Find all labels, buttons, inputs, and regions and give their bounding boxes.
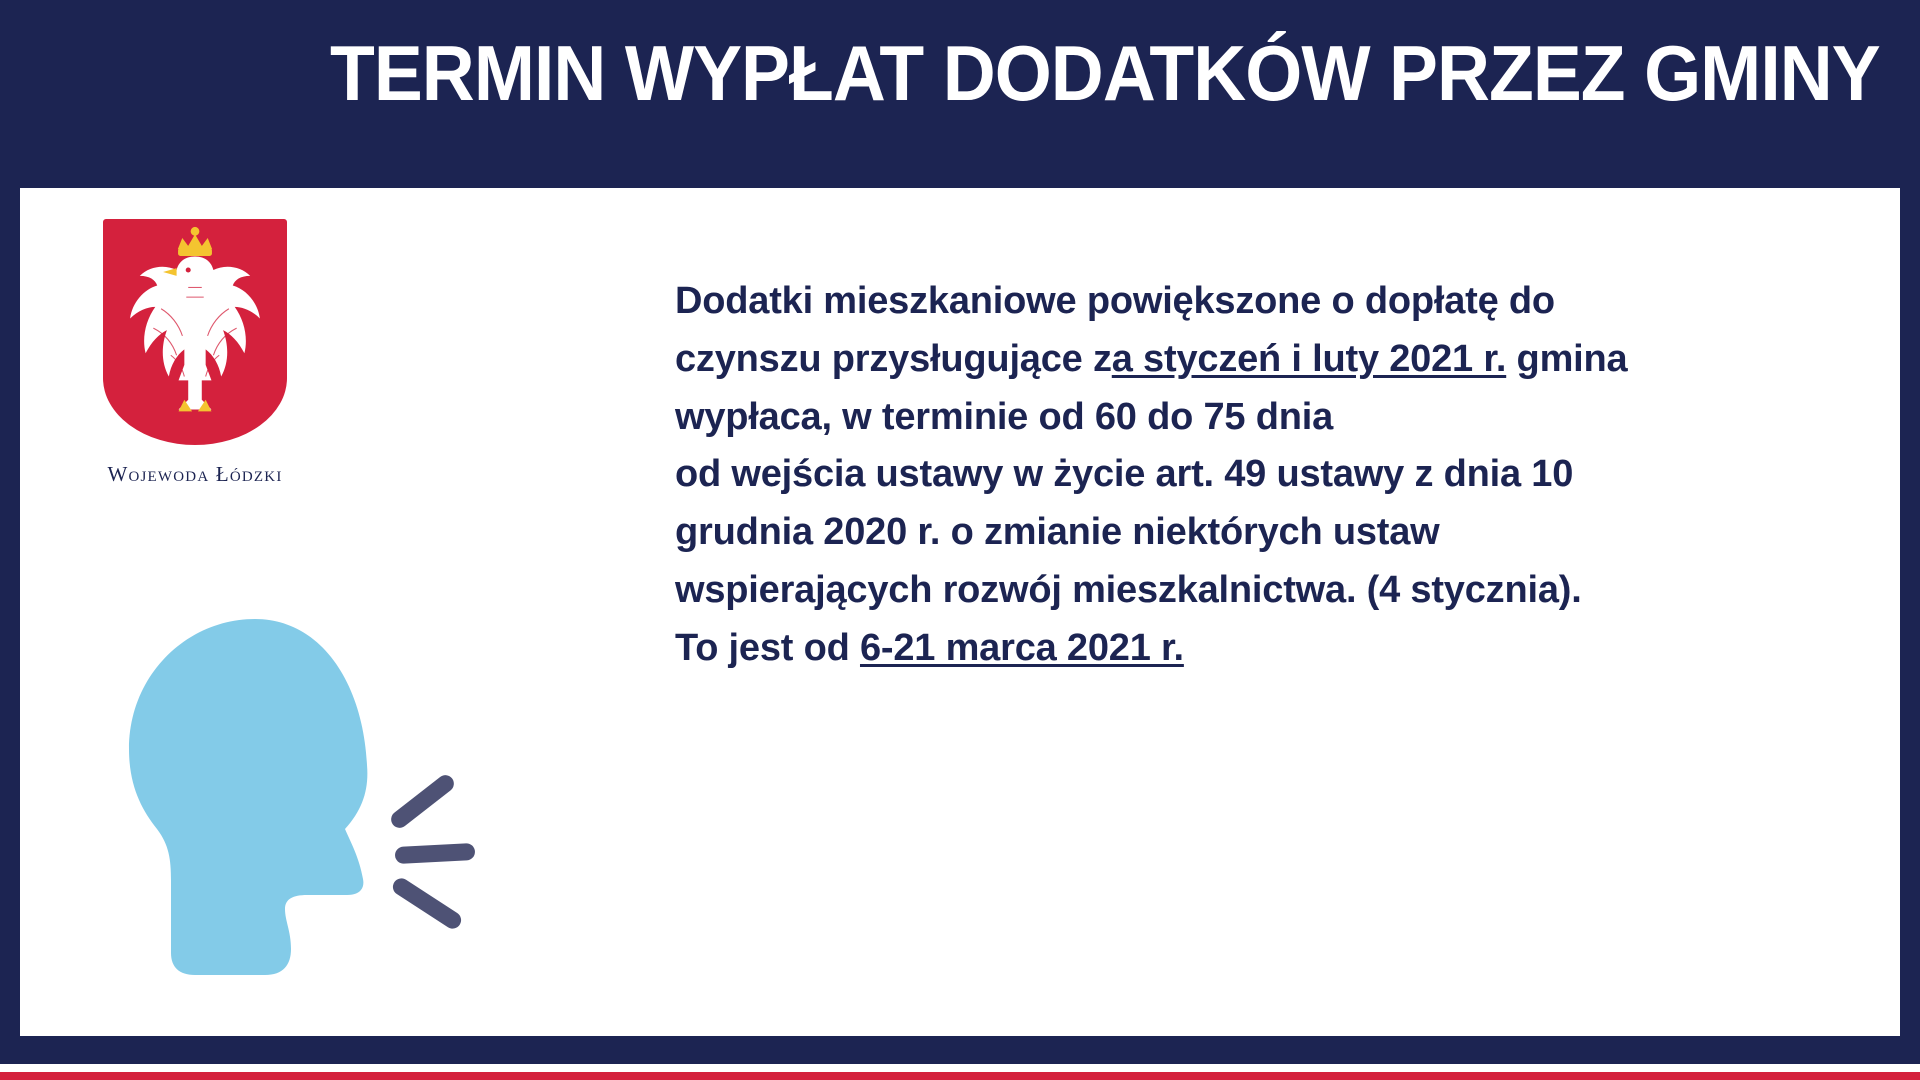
paragraph-line-5: [675, 504, 1805, 562]
line-2-emphasis: a styczeń i luty 2021 r.: [1111, 337, 1507, 380]
paragraph-line-1: [675, 273, 1805, 331]
line-3-text: wypłaca, w terminie od 60 do 75 dnia: [675, 395, 1334, 438]
line-1-text: Dodatki mieszkaniowe powiększone o dopłatę do: [675, 280, 1555, 322]
footer-stripe-navy: [0, 1036, 1920, 1064]
paragraph-line-4: [675, 446, 1805, 504]
line-6-text: wspierających rozwój mieszkalnictwa. (4 stycznia).: [675, 568, 1582, 611]
line-7-text-a: To jest od: [675, 626, 860, 669]
paragraph-line-7: [675, 620, 1805, 678]
crest-block: [80, 216, 330, 526]
paragraph-line-6: [675, 562, 1805, 620]
body-paragraph: [675, 273, 1805, 677]
content-card: [20, 188, 1900, 1036]
line-7-emphasis: 6-21 marca 2021 r.: [859, 626, 1184, 669]
paragraph-line-2: [675, 331, 1805, 389]
line-4-text: od wejścia ustawy w życie art. 49 ustawy z dnia 10: [675, 453, 1574, 496]
footer-stripe-white: [0, 1064, 1920, 1072]
line-2-text-c: gmina: [1506, 337, 1628, 380]
speaking-head-icon: [115, 613, 495, 983]
page-title: TERMIN WYPŁAT DODATKÓW PRZEZ GMINY: [330, 29, 1880, 117]
line-2-text-a: czynszu przysługujące z: [675, 337, 1112, 380]
line-5-text: grudnia 2020 r. o zmianie niektórych ustaw: [675, 511, 1440, 553]
paragraph-line-3: [675, 389, 1805, 447]
polish-coat-of-arms-icon: [100, 216, 290, 448]
crest-caption: Wojewoda Łódzki: [107, 462, 283, 486]
header-bar: [0, 0, 1920, 188]
footer-stripe-red: [0, 1072, 1920, 1080]
